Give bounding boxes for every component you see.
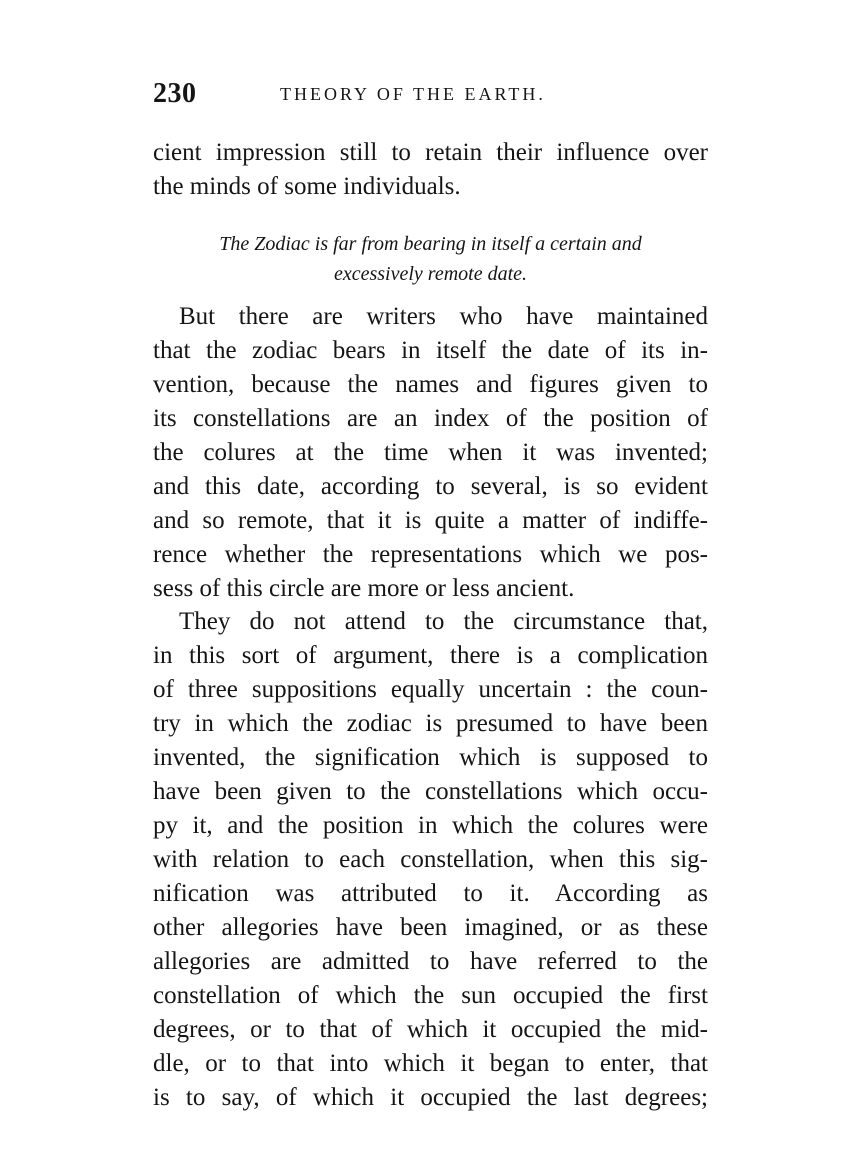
running-head: THEORY OF THE EARTH. [280, 84, 546, 104]
text-line: and this date, according to several, is so evident [153, 473, 708, 500]
text-line: cient impression still to retain their influence over [153, 139, 708, 166]
text-line: other allegories have been imagined, or as these [153, 914, 708, 941]
text-line: in this sort of argument, there is a complication [153, 642, 708, 669]
text-line: its constellations are an index of the position of [153, 405, 708, 432]
text-line: try in which the zodiac is presumed to have been [153, 710, 708, 737]
text-line: constellation of which the sun occupied the first [153, 982, 708, 1009]
page-header [153, 76, 713, 116]
text-line: rence whether the representations which we pos- [153, 541, 708, 568]
text-line: with relation to each constellation, when this sig- [153, 846, 708, 873]
text-line: the minds of some individuals. [153, 173, 461, 200]
text-line: dle, or to that into which it began to enter, that [153, 1050, 708, 1077]
section-heading-line: The Zodiac is far from bearing in itself a certain and [219, 233, 642, 255]
text-line: They do not attend to the circumstance that, [179, 608, 708, 635]
text-line: py it, and the position in which the colures were [153, 812, 708, 839]
text-line: vention, because the names and figures given to [153, 371, 708, 398]
text-line: But there are writers who have maintained [179, 303, 708, 330]
section-heading-line: excessively remote date. [333, 263, 528, 285]
opening-paragraph [153, 136, 708, 204]
text-line: have been given to the constellations which occu- [153, 778, 708, 805]
paragraph-2 [153, 605, 708, 1115]
text-line: sess of this circle are more or less ancient. [153, 575, 575, 602]
paragraph-1 [153, 300, 708, 606]
text-line: nification was attributed to it. According as [153, 880, 708, 907]
text-line: allegories are admitted to have referred to the [153, 948, 708, 975]
text-line: of three suppositions equally uncertain : the coun- [153, 676, 708, 703]
text-line: the colures at the time when it was invented; [153, 439, 708, 466]
text-line: degrees, or to that of which it occupied the mid- [153, 1016, 708, 1043]
section-heading [153, 229, 708, 289]
text-line: is to say, of which it occupied the last degrees; [153, 1084, 708, 1111]
text-line: invented, the signification which is supposed to [153, 744, 708, 771]
page-number: 230 [153, 78, 197, 109]
text-line: and so remote, that it is quite a matter of indiffe- [153, 507, 708, 534]
text-line: that the zodiac bears in itself the date of its in- [153, 337, 708, 364]
